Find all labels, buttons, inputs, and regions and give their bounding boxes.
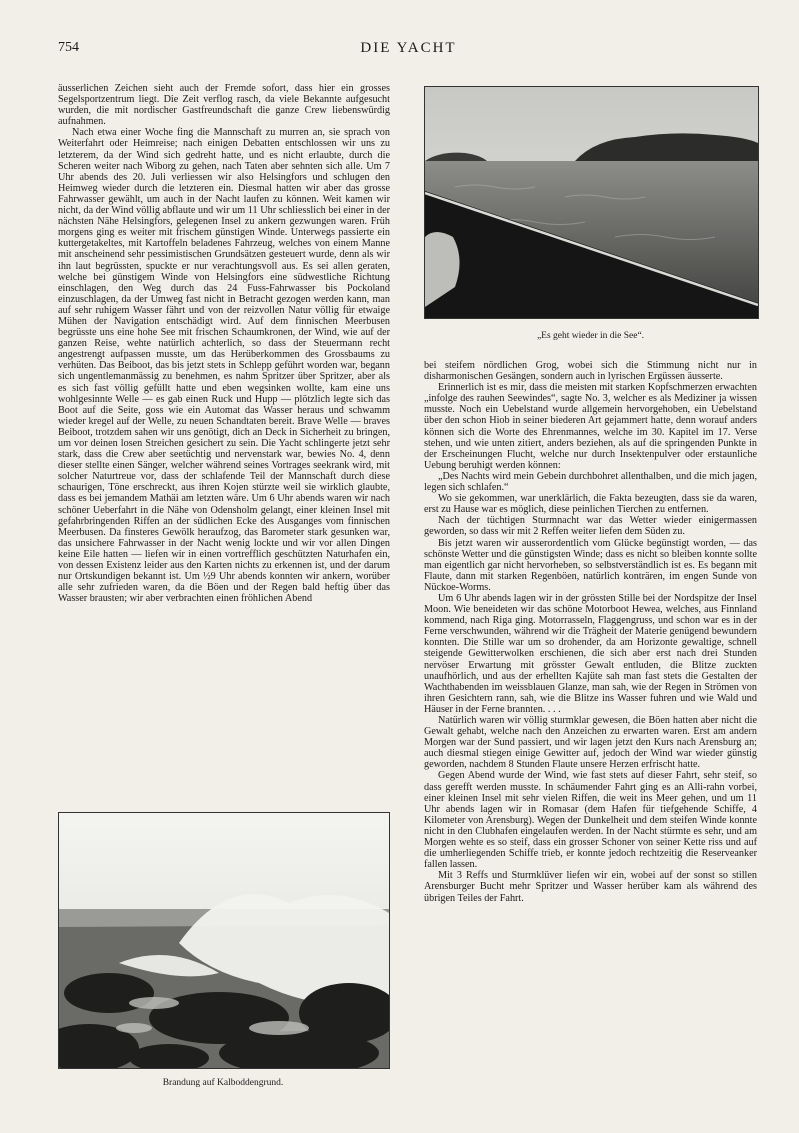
page-header <box>58 40 759 60</box>
paragraph: Erinnerlich ist es mir, dass die meisten mit starken Kopfschmerzen erwachten „infolge des rauhen Seewindes“, sagte No. 3, welcher es als Mediziner ja wissen musste. Noch ein Uebelstand wurde allgemein hervorgehoben, ein Uebelstand über den schon Hiob in seiner biederen Art gejammert hatte, denn worauf anders können sich die Worte des Ehrenmannes, welche im 30. Kapitel im 17. Verse stehen, und wie unten zitiert, anders beziehen, als auf die springenden Punkte in der Erscheinungen Flucht, welche nur durch Insektenpulver oder erstaunliche Uebung beruhigt werden können: <box>424 382 757 471</box>
surf-photo-caption: Brandung auf Kalboddengrund. <box>162 1078 284 1088</box>
paragraph: Natürlich waren wir völlig sturmklar gewesen, die Böen hatten aber nicht die Gewalt gehabt, welche nach den Anzeichen zu erwarten waren. Erst am andern Morgen war der Sund passiert, und wir lagen jetzt den Kurs nach Arensburg an; auch diesmal stiegen einige Gewitter auf, jedoch der Wind war wieder günstig geworden, nachdem 8 Stunden Flaute unsere Herzen erfrischt hatte. <box>424 715 757 771</box>
paragraph: bei steifem nördlichen Grog, wobei sich die Stimmung nicht nur in disharmonischen Gesängen, sondern auch in lyrischen Ergüssen äusserte. <box>424 360 757 383</box>
paragraph: Wo sie gekommen, war unerklärlich, die Fakta bezeugten, dass sie da waren, erst zu Hause war es möglich, diese peinlichen Tierchen zu entfernen. <box>424 493 757 516</box>
paragraph: Gegen Abend wurde der Wind, wie fast stets auf dieser Fahrt, sehr steif, so dass gerefft werden musste. In schäumender Fahrt ging es an Alli-rahn vorbei, einer kleinen Insel mit sehr vielen Riffen, die weit ins Meer gehen, und um 11 Uhr abends lagen wir in Romasar (dem Hafen für tiefgehende Schiffe, 4 Kilometer von Arensburg). Wegen der Dunkelheit und dem steifen Winde konnte nicht in den Clubhafen eingelaufen werden. In der Nacht stürmte es sehr, und am Morgen wehte es so steif, dass ein grosser Schoner von seiner Kette riss und auf die umherliegenden Schiffe trieb, er konnte jedoch rechtzeitig die Reserveanker fallen lassen. <box>424 770 757 871</box>
left-text-column <box>58 83 390 604</box>
paragraph: äusserlichen Zeichen sieht auch der Fremde sofort, dass hier ein grosses Segelsportzentrum liegt. Die Zeit verflog rasch, da viele Bekannte aufgesucht wurden, die mit nordischer Gastfreundschaft die ganze Crew liebenswürdig aufnahmen. <box>58 83 390 128</box>
page-number: 754 <box>58 40 79 55</box>
paragraph: Nach etwa einer Woche fing die Mannschaft zu murren an, sie sprach von Weiterfahrt oder Heimreise; nach einigen Debatten entschlossen wir uns zu letzterem, da der Wind sich gedreht hatte, und es nicht erlaubte, durch die Scheren weiter nach Wiborg zu gehen, nach Taten aber sehnten sich alle. Um 7 Uhr abends des 20. Juli verliessen wir also Helsingfors und schlugen den Heimweg wieder durch die letzteren ein. Diesmal hatten wir aber das grosse Fahrwasser gewählt, um auch in der Nacht laufen zu können. Weit kamen wir nicht, da der Wind völlig abflaute und wir um 11 Uhr schliesslich bei einer in der nächsten Nähe Helsingfors, gelegenen Insel zu ankern gezwungen waren. Früh morgens ging es weiter mit frischem günstigen Winde. Unterwegs passierte ein kuttergetakeltes, mit Kartoffeln beladenes Fahrzeug, welches von einem Manne mit anscheinend sehr pessimistischen Grundsätzen gesteuert wurde, denn als wir ihn laut begrüssten, spuckte er nur verachtungsvoll aus. Es sei allen geraten, welche bei günstigem Winde von Helsingfors eine südwestliche Richtung einschlagen, den Weg durch das 24 Fuss-Fahrwasser bis Pockoland einzuschlagen, da der Umweg fast nicht in Betracht gezogen werden kann, man auf sehr ruhigem Wasser fährt und von der reizvollen Natur völlig für etwaige Mühen der Navigation entschädigt wird. Auf dem finnischen Meerbusen begrüsste uns eine hohe See mit frischen Schaumkronen, der Wind, wie auf der ganzen Reise, wehte natürlich achterlich, so dass der Steuermann recht angestrengt aufpassen musste, um das Herüberkommen des Grossbaums zu verhüten. Das Beiboot, das bis jetzt stets in Schlepp geführt worden war, begann sich ungentlemanmässig zu benehmen, es nahm Spritzer über Spritzer, aber als es sich fast völlig gefüllt hatte und eben wegsinken wollte, kam eine uns wohlgesinnte Welle — es gab einen Ruck und Hupp — plötzlich legte sich das Boot auf die Seite, goss wie ein Automat das Wasser heraus und schwamm wieder kregel auf der Welle, zu neuen Schandtaten bereit. Brave Welle — braves Beiboot, trotzdem sahen wir uns genötigt, dich an Deck in Sicherheit zu bringen, um vor deinen losen Streichen gesichert zu sein. Die Yacht schlingerte jetzt sehr stark, dass die Crew aber seetüchtig und nervenstark war, bewies No. 4, denn dieser stellte einen Sänger, welcher während seines Vortrages seekrank wird, mit solcher Naturtreue vor, dass der schlafende Teil der Mannschaft durch diese schaurigen, Töne erschreckt, aus ihren Kojen stürzte weil sie wirklich glaubte, dass es bei jemandem Mathäi am letzten wäre. Um 6 Uhr abends waren wir nach schöner Ueberfahrt in die Nähe von Odensholm gelangt, einer kleinen Insel mit gefahrbringenden Riffen an der südlichen Ecke des Ausganges vom finnischen Meerbusen. Da finsteres Gewölk heraufzog, das Barometer stark gesunken war, das unsichere Fahrwasser in der Nacht wenig lockte und wir vor allen Dingen keine Eile hatten — liefen wir in einen vortrefflich geschützten Naturhafen ein, von dessen Existenz leider aus den Karten nichts zu erkennen ist, und der darum nur Ortskundigen bekannt ist. Um ½9 Uhr abends konnten wir ankern, worüber alle sehr zufrieden waren, da die Böen und der Regen bald heftig über das Wasser brausten; wir aber verbrachten einen fröhlichen Abend <box>58 127 390 605</box>
surf-photograph <box>58 812 390 1069</box>
right-text-column <box>424 360 757 904</box>
paragraph: Nach der tüchtigen Sturmnacht war das Wetter wieder einigermassen geworden, so dass wir mit 2 Reffen weiter liefen dem Süden zu. <box>424 515 757 538</box>
journal-title: DIE YACHT <box>360 40 457 56</box>
paragraph: Um 6 Uhr abends lagen wir in der grössten Stille bei der Nordspitze der Insel Moon. Wie beneideten wir das schöne Motorboot Hewea, welches, aus Finnland kommend, nach Riga ging. Motorrasseln, Flaggengruss, und schon war es in der Ferne verschwunden, während wir die Trägheit der Materie genügend bewundern konnten. Die Stille war um so drohender, da am Horizonte gewaltige, schnell steigende Gewitterwolken erschienen, die sich aber erst nach drei Stunden nervöser Erwartung mit grösster Gewalt entluden, die Blitze zuckten unaufhörlich, und aus der erhellten Kajüte sah man fast stets die Gestalten der Wachthabenden im weissblauen Glanze, man sah, wie der Regen in Strömen von ihren Gesichtern rann, sah, wie die Blitze ins Wasser fuhren und wie Wald und Häuser in der Ferne brannten. . . . <box>424 592 757 715</box>
sea-photograph <box>424 86 759 319</box>
quotation: „Des Nachts wird mein Gebein durchbohret allenthalben, und die mich jagen, legen sich schlafen.“ <box>424 470 757 494</box>
paragraph: Bis jetzt waren wir ausserordentlich vom Glücke begünstigt worden, — das schönste Wetter und die günstigsten Winde; dass es nicht so bleiben konnte sollte man eigentlich gar nicht hervorheben, so selbstverständlich ist es. Es begann mit Flaute, dann mit starken Regenböen, natürlich konträren, im engen Sunde von Nückoe-Worms. <box>424 537 757 593</box>
sea-photo-caption: „Es geht wieder in die See“. <box>536 331 645 341</box>
paragraph: Mit 3 Reffs und Sturmklüver liefen wir ein, wobei auf der sonst so stillen Arensburger Bucht mehr Spritzer und Wasser herüber kam als während des übrigen Teiles der Fahrt. <box>424 870 757 904</box>
